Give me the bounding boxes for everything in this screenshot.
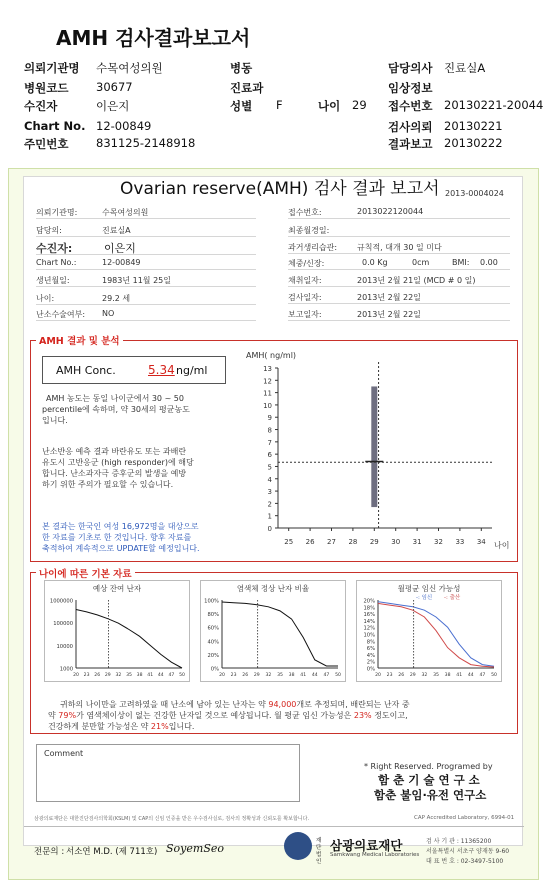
report-id: 2013-0004024 (445, 189, 504, 198)
chart-value: 12-00849 (96, 119, 152, 133)
summary-line-3: 건강하게 분만할 가능성은 약 21%입니다. (48, 722, 195, 731)
info-surgery-label: 난소수술여부: (36, 310, 86, 319)
x-tick-label: 44 (467, 673, 474, 678)
clinical-label: 임상정보 (388, 81, 433, 95)
specialist-label: 전문의 : (34, 847, 65, 857)
dept-label: 진료과 (230, 81, 264, 95)
foundation-name: 삼광의료재단 (330, 838, 403, 853)
y-axis-label: AMH( ng/ml) (246, 351, 297, 360)
report-value: 20130222 (444, 136, 503, 150)
x-tick-label: 23 (386, 673, 393, 678)
accession-value: 20130221-20044 (444, 98, 544, 112)
y-tick-label: 14% (363, 618, 375, 625)
x-tick-label: 35 (433, 673, 439, 678)
y-tick-label: 10000 (56, 643, 73, 650)
y-tick-label: 12 (263, 377, 272, 386)
doctor-value: 진료실A (444, 61, 486, 75)
x-tick-label: 47 (323, 673, 330, 678)
age-label: 나이 (318, 99, 341, 113)
age-29-range-bar (371, 386, 377, 507)
y-tick-label: 6% (366, 646, 375, 653)
y-tick-label: 2 (267, 500, 272, 509)
request-value: 20130221 (444, 119, 503, 133)
x-tick-label: 44 (157, 673, 164, 678)
info-chart: 12-00849 (102, 258, 141, 267)
amh-para-1: 난소반응 예측 결과 바란유도 또는 과배란 (42, 447, 187, 456)
info-sample: 2013년 2월 21일 (MCD # 0 일) (357, 276, 476, 285)
y-tick-label: 20% (207, 652, 219, 659)
monthly-pregnancy-chart (356, 580, 502, 682)
amh-note-1: 본 결과는 한국인 여성 16,972명을 대상으로 (42, 522, 199, 531)
y-tick-label: 40% (207, 639, 219, 646)
y-tick-label: 6 (267, 451, 272, 460)
info-bmi-label: BMI: (452, 258, 470, 267)
y-tick-label: 5 (267, 463, 272, 472)
x-tick-label: 31 (412, 538, 422, 546)
y-tick-label: 8% (366, 639, 375, 646)
x-tick-label: 50 (491, 673, 497, 678)
sex-label: 성별 (230, 99, 253, 113)
x-tick-label: 23 (230, 673, 237, 678)
x-tick-label: 20 (375, 673, 381, 678)
x-tick-label: 32 (115, 673, 122, 678)
institution-label: 의뢰기관명 (24, 61, 80, 75)
info-sample-label: 채취일자: (288, 276, 322, 285)
series-line-임신 (378, 602, 494, 667)
y-tick-label: 0 (267, 525, 272, 533)
info-bmi: 0.00 (480, 258, 498, 267)
hospital-code-value: 30677 (96, 80, 133, 94)
chart-title: 예상 잔여 난자 (92, 584, 142, 593)
x-tick-label: 26 (305, 538, 315, 546)
info-age-label: 나이: (36, 294, 55, 303)
report-title: Ovarian reserve(AMH) 검사 결과 보고서 (120, 179, 440, 199)
info-dob-label: 생년월일: (36, 276, 70, 285)
y-tick-label: 18% (363, 605, 375, 612)
x-tick-label: 33 (455, 538, 465, 546)
amh-age-chart (238, 346, 510, 556)
summary-line-2: 약 79%가 염색체이상이 없는 건강한 난자일 것으로 예상됩니다. 월 평균 임신 가능성은 23% 정도이고, (48, 711, 408, 720)
x-tick-label: 32 (421, 673, 428, 678)
info-accession: 2013022120044 (357, 207, 424, 216)
amh-conc-label: AMH Conc. (56, 364, 116, 377)
info-report-label: 보고일자: (288, 310, 322, 319)
info-menses-label: 과거생리습관: (288, 243, 338, 252)
accreditation-text: 삼광의료재단은 대한진단검사의학회(KSLM) 및 CAP의 신임 인증을 받은 우수검사실로, 검사의 정확성과 신뢰도를 확보합니다. (34, 816, 310, 822)
x-tick-label: 27 (327, 538, 336, 546)
x-tick-label: 34 (476, 538, 486, 546)
info-age: 29.2 세 (102, 294, 131, 303)
info-doctor-label: 담당의: (36, 226, 62, 235)
comment-label: Comment (44, 749, 84, 758)
info-doctor: 진료실A (102, 226, 131, 235)
x-axis-label: 나이 (494, 541, 510, 550)
x-tick-label: 26 (94, 673, 101, 678)
info-test: 2013년 2월 22일 (357, 293, 421, 302)
remaining-eggs-chart (44, 580, 190, 682)
x-tick-label: 38 (444, 673, 451, 678)
x-tick-label: 41 (147, 673, 154, 678)
info-weight: 0.0 Kg (362, 258, 388, 267)
series-line-출산 (378, 603, 494, 667)
x-tick-label: 38 (136, 673, 143, 678)
legend-birth: -: 출산 (444, 595, 461, 601)
x-tick-label: 29 (409, 673, 416, 678)
y-tick-label: 20% (363, 598, 375, 605)
x-tick-label: 26 (398, 673, 405, 678)
summary-line-1: 귀하의 나이만을 고려하였을 때 난소에 남아 있는 난자는 약 94,000개로 추정되며, 배란되는 난자 중 (60, 700, 410, 709)
y-tick-label: 100% (204, 598, 219, 605)
info-body-label: 체중/신장: (288, 259, 325, 268)
doctor-label: 담당의사 (388, 61, 433, 75)
y-tick-label: 100000 (53, 621, 73, 628)
x-tick-label: 26 (242, 673, 249, 678)
foundation-logo-icon (284, 832, 312, 860)
info-institution-label: 의뢰기관명: (36, 208, 78, 217)
y-tick-label: 0% (210, 666, 219, 673)
amh-section-title: AMH 결과 및 분석 (36, 333, 123, 347)
info-accession-label: 접수번호: (288, 208, 322, 217)
signature: SoyemSeo (166, 842, 224, 855)
legend-pregnancy: -: 임신 (416, 595, 433, 601)
amh-note-2: 한 자료를 기초로 한 것입니다. 향후 자료를 (42, 533, 192, 542)
y-tick-label: 7 (267, 438, 272, 447)
y-tick-label: 2% (366, 659, 375, 666)
x-tick-label: 32 (265, 673, 272, 678)
x-tick-label: 44 (311, 673, 318, 678)
x-tick-label: 30 (391, 538, 401, 546)
x-tick-label: 20 (219, 673, 225, 678)
amh-para-4: 하기 위한 주의가 필요할 수 있습니다. (42, 480, 174, 489)
y-tick-label: 10 (263, 401, 272, 410)
info-institution: 수목여성의원 (102, 208, 149, 217)
amh-para-2: 유도시 고반응군 (high responder)에 해당 (42, 458, 194, 467)
contact-1: 검 사 기 관 : 11365200 (426, 838, 492, 845)
info-height: 0cm (412, 258, 430, 267)
info-report: 2013년 2월 22일 (357, 310, 421, 319)
x-tick-label: 50 (179, 673, 185, 678)
x-tick-label: 47 (168, 673, 175, 678)
specialist-name: 서소연 M.D. (제 711호) (66, 847, 158, 857)
amh-desc-1: AMH 농도는 동일 나이군에서 30 ~ 50 (46, 394, 184, 403)
x-tick-label: 20 (73, 673, 79, 678)
contact-3: 대 표 번 호 : 02-3497-5100 (426, 858, 504, 865)
request-label: 검사의뢰 (388, 120, 433, 134)
x-tick-label: 41 (300, 673, 307, 678)
info-dob: 1983년 11월 25일 (102, 276, 171, 285)
info-test-label: 검사일자: (288, 293, 322, 302)
accession-label: 접수번호 (388, 99, 433, 113)
x-tick-label: 50 (335, 673, 341, 678)
y-tick-label: 16% (363, 612, 375, 619)
y-tick-label: 0% (366, 666, 375, 673)
contact-2: 서울특별시 서초구 양재동 9-60 (426, 848, 510, 855)
y-tick-label: 4% (366, 652, 375, 659)
x-tick-label: 41 (456, 673, 463, 678)
foundation-english: Samkwang Medical Laboratories (330, 852, 420, 858)
x-tick-label: 29 (253, 673, 260, 678)
x-tick-label: 28 (348, 538, 358, 546)
hospital-code-label: 병원코드 (24, 81, 69, 95)
x-tick-label: 23 (83, 673, 90, 678)
info-last-visit-label: 최종월경일: (288, 226, 330, 235)
report-label: 결과보고 (388, 137, 433, 151)
x-tick-label: 38 (288, 673, 295, 678)
lab-name-2: 함춘 불임·유전 연구소 (374, 788, 487, 802)
y-tick-label: 10% (363, 632, 375, 639)
ward-label: 병동 (230, 61, 253, 75)
info-patient: 이은지 (104, 242, 136, 255)
lab-name-1: 함 춘 기 술 연 구 소 (378, 773, 480, 787)
rrn-label: 주민번호 (24, 137, 69, 151)
info-chart-label: Chart No.: (36, 258, 77, 267)
patient-value: 이은지 (96, 99, 130, 113)
foundation-small: 재단 법인 (316, 838, 322, 865)
normal-egg-ratio-chart (200, 580, 346, 682)
y-tick-label: 8 (267, 426, 272, 435)
rrn-value: 831125-2148918 (96, 136, 196, 150)
y-tick-label: 12% (363, 625, 375, 632)
chart-title: 월평균 임신 가능성 (397, 584, 461, 593)
y-tick-label: 4 (267, 475, 272, 484)
x-tick-label: 29 (369, 538, 379, 546)
age-value: 29 (352, 98, 367, 112)
x-tick-label: 47 (479, 673, 486, 678)
series-line-main (76, 610, 182, 668)
patient-label: 수진자 (24, 99, 58, 113)
x-tick-label: 25 (284, 538, 294, 546)
y-tick-label: 60% (207, 625, 219, 632)
amh-conc-unit: ng/ml (176, 364, 208, 377)
sex-value: F (276, 98, 283, 112)
x-tick-label: 32 (434, 538, 443, 546)
y-tick-label: 1 (267, 512, 272, 521)
info-menses: 규칙적, 대개 30 일 미다 (357, 243, 442, 252)
rights-text: * Right Reserved. Programed by (364, 762, 493, 771)
amh-para-3: 합니다. 난소과자극 증후군의 발생을 예방 (42, 469, 187, 478)
y-tick-label: 13 (263, 365, 272, 373)
info-patient-label: 수진자: (36, 242, 73, 255)
x-tick-label: 35 (277, 673, 283, 678)
cap-text: CAP Accredited Laboratory, 6994-01 (414, 815, 515, 821)
amh-desc-2: percentile에 속하며, 약 30세의 평균농도 (42, 405, 190, 414)
amh-desc-3: 입니다. (42, 416, 68, 425)
series-line-main (222, 602, 338, 666)
info-surgery: NO (102, 309, 115, 318)
amh-note-3: 축적하여 계속적으로 UPDATE할 예정입니다. (42, 544, 200, 553)
basic-section-title: 나이에 따른 기본 자료 (36, 566, 135, 580)
chart-label: Chart No. (24, 119, 86, 133)
amh-conc-value: 5.34 (148, 363, 175, 377)
x-tick-label: 35 (126, 673, 132, 678)
y-tick-label: 9 (267, 414, 272, 423)
page-title: AMH 검사결과보고서 (56, 26, 251, 50)
y-tick-label: 3 (267, 488, 272, 497)
y-tick-label: 11 (263, 389, 272, 398)
chart-title: 염색체 정상 난자 비율 (236, 584, 310, 593)
x-tick-label: 29 (104, 673, 111, 678)
y-tick-label: 1000 (59, 666, 73, 673)
institution-value: 수목여성의원 (96, 61, 163, 75)
y-tick-label: 1000000 (49, 598, 73, 605)
y-tick-label: 80% (207, 612, 219, 619)
